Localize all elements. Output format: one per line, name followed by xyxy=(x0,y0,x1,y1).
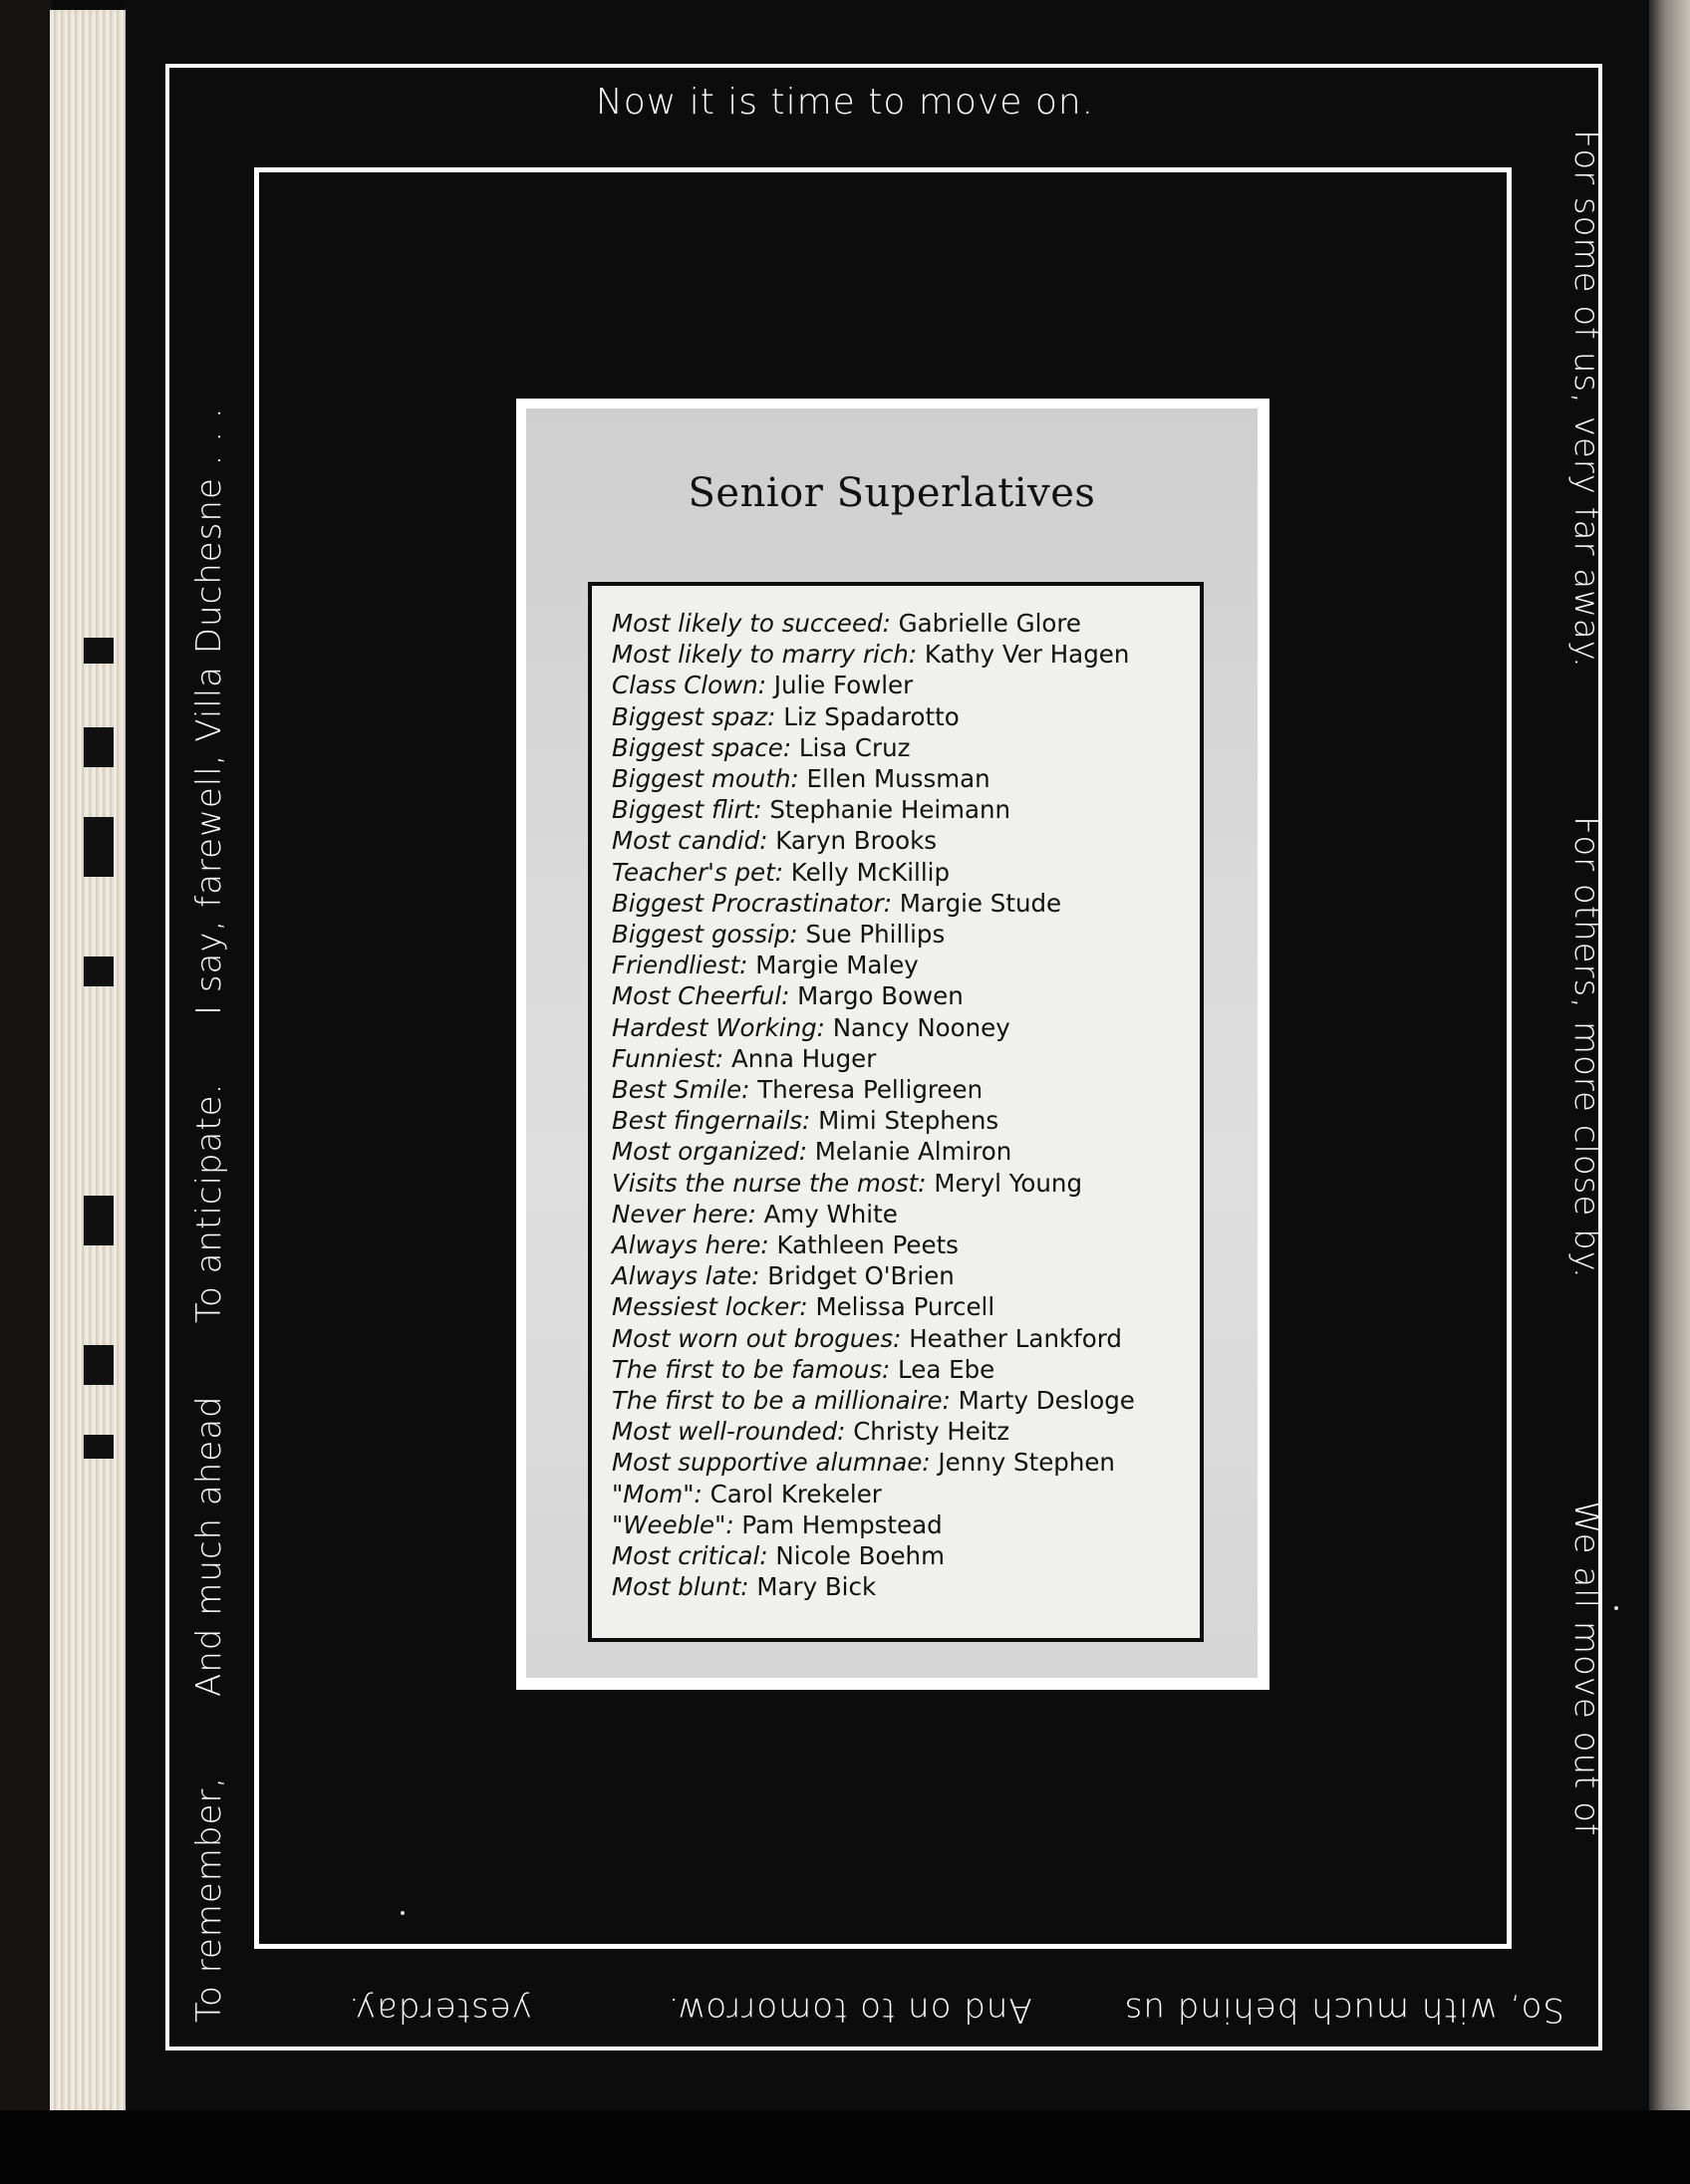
superlative-award: Biggest mouth: xyxy=(612,764,799,794)
superlative-item xyxy=(612,1291,1200,1322)
superlative-item xyxy=(612,1323,1200,1354)
superlative-award: Most candid: xyxy=(612,826,768,856)
superlative-item xyxy=(612,857,1200,888)
superlative-name: Karyn Brooks xyxy=(775,826,938,856)
superlative-item xyxy=(612,1199,1200,1229)
superlative-award: The first to be a millionaire: xyxy=(612,1386,951,1416)
superlative-award: Visits the nurse the most: xyxy=(612,1168,927,1198)
superlative-name: Kathy Ver Hagen xyxy=(924,640,1130,670)
superlative-name: Margie Stude xyxy=(899,888,1062,918)
superlative-item xyxy=(612,1105,1200,1136)
binding-mark xyxy=(84,727,114,767)
caption-right-line-3: We all move out of xyxy=(1566,1500,1606,1836)
superlative-item xyxy=(612,888,1200,919)
superlative-name: Nancy Nooney xyxy=(832,1012,1010,1042)
superlative-item xyxy=(612,794,1200,825)
superlative-item xyxy=(612,980,1200,1011)
caption-top: Now it is time to move on. xyxy=(595,82,1095,123)
superlative-award: Biggest Procrastinator: xyxy=(612,888,892,918)
binding-mark xyxy=(84,638,114,664)
superlative-name: Nicole Boehm xyxy=(775,1541,945,1571)
superlative-item xyxy=(612,1168,1200,1199)
superlative-award: "Mom": xyxy=(612,1479,703,1508)
superlatives-list xyxy=(612,608,1200,1603)
superlative-name: Melissa Purcell xyxy=(815,1292,995,1322)
superlative-item xyxy=(612,1416,1200,1447)
binding-mark xyxy=(84,1196,114,1245)
superlative-name: Meryl Young xyxy=(934,1168,1083,1198)
right-page-shadow xyxy=(1649,0,1690,2110)
superlative-name: Heather Lankford xyxy=(909,1323,1122,1353)
superlative-item xyxy=(612,639,1200,670)
superlative-item xyxy=(612,670,1200,700)
card-background xyxy=(526,409,1258,1678)
superlative-item xyxy=(612,950,1200,980)
superlative-award: The first to be famous: xyxy=(612,1354,891,1384)
superlative-award: "Weeble": xyxy=(612,1509,734,1539)
dust-speck xyxy=(401,1911,405,1915)
caption-left-line-2: And much ahead xyxy=(189,1395,229,1697)
superlative-name: Stephanie Heimann xyxy=(769,795,1011,825)
superlative-award: Teacher's pet: xyxy=(612,857,783,887)
superlative-award: Funniest: xyxy=(612,1043,724,1073)
caption-bottom-line-3: yesterday. xyxy=(347,1990,532,2030)
binding-mark xyxy=(84,817,114,877)
superlative-award: Biggest space: xyxy=(612,732,792,762)
superlative-name: Carol Krekeler xyxy=(709,1479,882,1508)
superlative-name: Liz Spadarotto xyxy=(783,701,960,731)
superlative-award: Always here: xyxy=(612,1230,769,1260)
superlative-award: Biggest spaz: xyxy=(612,701,776,731)
superlative-name: Gabrielle Glore xyxy=(898,609,1081,638)
caption-right-line-1: For some of us, very far away. xyxy=(1566,130,1606,669)
superlative-name: Jenny Stephen xyxy=(938,1448,1115,1478)
page-stack-edge xyxy=(50,10,126,2112)
superlative-item xyxy=(612,1043,1200,1074)
book-cover-edge xyxy=(0,0,52,2184)
superlative-name: Mimi Stephens xyxy=(818,1106,999,1136)
superlative-award: Most Cheerful: xyxy=(612,981,790,1011)
superlative-item xyxy=(612,1540,1200,1571)
superlative-award: Most critical: xyxy=(612,1541,768,1571)
superlative-award: Biggest flirt: xyxy=(612,795,762,825)
superlative-item xyxy=(612,701,1200,732)
superlative-item xyxy=(612,1229,1200,1260)
superlative-item xyxy=(612,1260,1200,1291)
superlative-award: Most well-rounded: xyxy=(612,1417,846,1447)
superlative-item xyxy=(612,1479,1200,1509)
superlative-award: Best Smile: xyxy=(612,1075,750,1105)
superlative-item xyxy=(612,732,1200,763)
superlative-name: Bridget O'Brien xyxy=(767,1261,955,1291)
superlative-name: Lisa Cruz xyxy=(798,732,911,762)
superlative-award: Messiest locker: xyxy=(612,1292,808,1322)
caption-right-line-2: For others, more close by. xyxy=(1566,815,1606,1279)
card-title: Senior Superlatives xyxy=(688,470,1096,516)
superlative-item xyxy=(612,919,1200,950)
superlative-name: Melanie Almiron xyxy=(814,1137,1012,1167)
dust-speck xyxy=(1614,1606,1618,1610)
superlative-award: Friendliest: xyxy=(612,951,748,980)
superlative-item xyxy=(612,1136,1200,1167)
caption-left-line-4: I say, farewell, Villa Duchesne . . . xyxy=(189,407,229,1015)
caption-bottom-line-1: So, with much behind us xyxy=(1123,1990,1564,2030)
caption-right xyxy=(1547,130,1606,2023)
superlative-award: Always late: xyxy=(612,1261,760,1291)
caption-left-line-3: To anticipate. xyxy=(189,1082,229,1324)
superlative-award: Most likely to succeed: xyxy=(612,609,891,638)
superlative-name: Marty Desloge xyxy=(958,1386,1135,1416)
superlative-item xyxy=(612,608,1200,639)
superlative-item xyxy=(612,1012,1200,1043)
superlative-name: Amy White xyxy=(763,1199,898,1228)
superlative-name: Theresa Pelligreen xyxy=(757,1075,984,1105)
caption-left xyxy=(189,130,249,2023)
superlative-name: Christy Heitz xyxy=(853,1417,1010,1447)
superlative-name: Julie Fowler xyxy=(773,671,914,700)
superlative-award: Most worn out brogues: xyxy=(612,1323,902,1353)
binding-mark xyxy=(84,956,114,986)
superlative-name: Margie Maley xyxy=(755,951,919,980)
superlative-name: Lea Ebe xyxy=(898,1354,995,1384)
bottom-scan-border xyxy=(0,2110,1690,2184)
caption-left-line-1: To remember, xyxy=(189,1775,229,2023)
superlative-item xyxy=(612,1509,1200,1540)
superlative-award: Best fingernails: xyxy=(612,1106,811,1136)
superlative-name: Ellen Mussman xyxy=(806,764,990,794)
superlative-item xyxy=(612,1571,1200,1602)
superlative-award: Never here: xyxy=(612,1199,756,1228)
caption-bottom xyxy=(269,1985,1564,2035)
superlative-name: Kathleen Peets xyxy=(776,1230,959,1260)
superlative-item xyxy=(612,763,1200,794)
superlative-award: Most supportive alumnae: xyxy=(612,1448,931,1478)
superlative-award: Most likely to marry rich: xyxy=(612,640,918,670)
superlative-name: Margo Bowen xyxy=(797,981,964,1011)
superlatives-list-box xyxy=(588,582,1204,1642)
superlative-item xyxy=(612,1385,1200,1416)
binding-mark xyxy=(84,1435,114,1459)
superlative-award: Hardest Working: xyxy=(612,1012,825,1042)
caption-bottom-line-2: And on to tomorrow. xyxy=(667,1990,1032,2030)
superlative-item xyxy=(612,1354,1200,1385)
superlative-item xyxy=(612,1447,1200,1478)
superlative-name: Kelly McKillip xyxy=(790,857,951,887)
superlative-name: Pam Hempstead xyxy=(741,1509,943,1539)
superlative-name: Anna Huger xyxy=(731,1043,877,1073)
superlatives-photo-card xyxy=(516,399,1269,1690)
superlative-award: Class Clown: xyxy=(612,671,766,700)
superlative-name: Mary Bick xyxy=(756,1572,877,1602)
binding-mark xyxy=(84,1345,114,1385)
superlative-name: Sue Phillips xyxy=(805,920,946,950)
superlative-award: Most organized: xyxy=(612,1137,807,1167)
superlative-award: Most blunt: xyxy=(612,1572,749,1602)
superlative-item xyxy=(612,825,1200,856)
superlative-award: Biggest gossip: xyxy=(612,920,798,950)
superlative-item xyxy=(612,1074,1200,1105)
